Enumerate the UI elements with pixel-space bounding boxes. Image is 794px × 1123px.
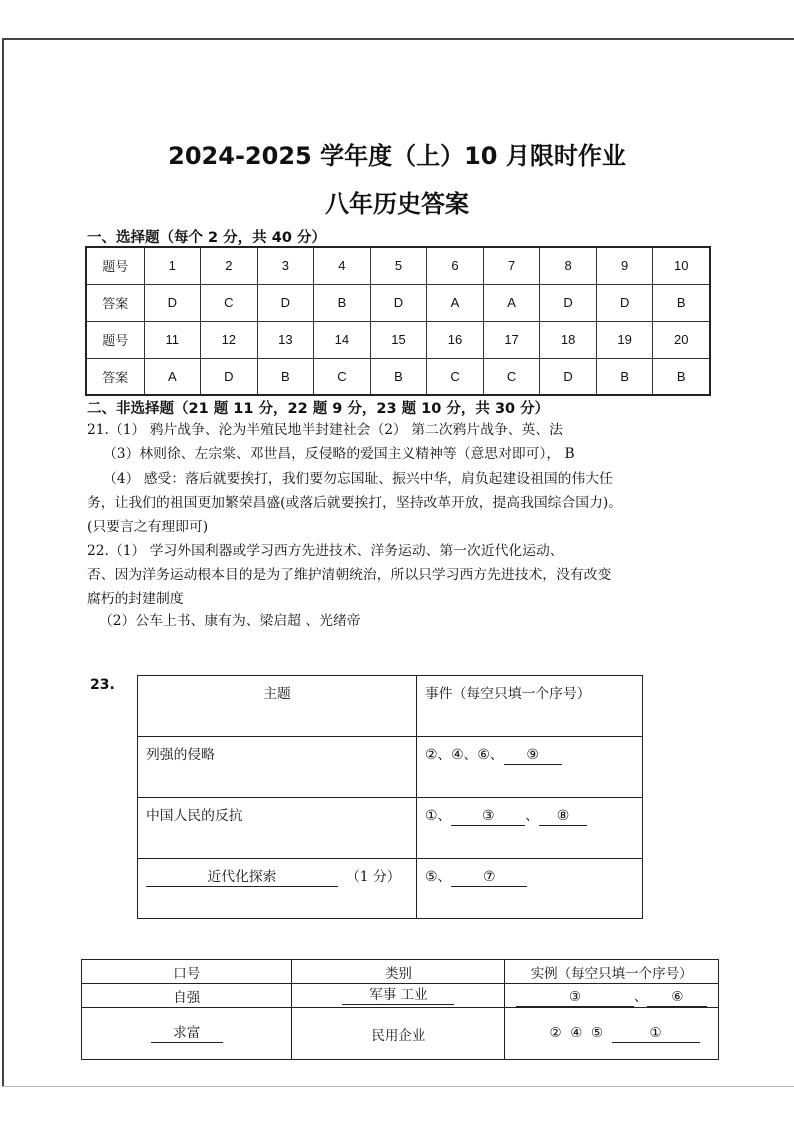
category-text: 民用企业	[371, 1027, 426, 1044]
row-label: 答案	[86, 284, 144, 321]
answer-blank: ①	[612, 1024, 700, 1043]
question-number: 5	[370, 247, 427, 284]
question-number: 8	[540, 247, 597, 284]
answer-cell: D	[540, 358, 597, 395]
q23-label: 23.	[90, 677, 115, 693]
category-cell	[292, 984, 505, 1008]
answer-blank: ⑨	[504, 746, 562, 765]
q22-line2: 否、因为洋务运动根本目的是为了维护清朝统治，所以只学习西方先进技术，没有改变	[87, 567, 612, 583]
question-number: 19	[596, 321, 653, 358]
question-number: 14	[314, 321, 371, 358]
answer-cell: B	[370, 358, 427, 395]
theme-text: 列强的侵略	[146, 747, 215, 763]
events-cell	[417, 798, 643, 859]
answer-cell: C	[314, 358, 371, 395]
answer-cell: A	[144, 358, 201, 395]
header-events-text: 事件（每空只填一个序号）	[425, 686, 591, 702]
page-border-top	[2, 38, 794, 40]
header-category	[292, 960, 505, 984]
slogan-cell	[82, 984, 292, 1008]
question-number: 9	[596, 247, 653, 284]
table-row	[82, 960, 719, 984]
separator: 、	[525, 808, 539, 824]
answer-cell: B	[257, 358, 314, 395]
answer-cell: D	[370, 284, 427, 321]
question-number: 20	[653, 321, 710, 358]
question-number: 13	[257, 321, 314, 358]
question-number: 2	[201, 247, 258, 284]
examples-cell	[505, 984, 719, 1008]
answer-blank: ③	[516, 988, 634, 1007]
page-subtitle: 八年历史答案	[325, 190, 469, 218]
section2-heading: 二、非选择题（21 题 11 分，22 题 9 分，23 题 10 分，共 30 分）	[87, 401, 550, 417]
question-number: 17	[483, 321, 540, 358]
slogan-text: 自强	[173, 989, 201, 1006]
answer-cell: B	[596, 358, 653, 395]
events-prefix: ②、④、⑥、	[425, 747, 504, 763]
header-category-text: 类别	[384, 965, 412, 982]
answer-blank: ⑥	[647, 988, 707, 1007]
answer-cell: D	[257, 284, 314, 321]
q21-line4: 务，让我们的祖国更加繁荣昌盛(或落后就要挨打，坚持改革开放，提高我国综合国力)。	[87, 495, 623, 511]
question-number: 4	[314, 247, 371, 284]
score-note: （1 分）	[346, 869, 401, 885]
table-row	[86, 321, 710, 358]
table-row	[138, 676, 643, 737]
question-number: 18	[540, 321, 597, 358]
question-number: 10	[653, 247, 710, 284]
question-number: 7	[483, 247, 540, 284]
q21-line3: （4） 感受：落后就要挨打，我们要勿忘国耻、振兴中华，肩负起建设祖国的伟大任	[103, 471, 613, 487]
table-row	[86, 247, 710, 284]
slogan-blank: 求富	[151, 1024, 223, 1043]
answer-cell: B	[653, 358, 710, 395]
events-cell	[417, 737, 643, 798]
q22-line3: 腐朽的封建制度	[87, 591, 184, 607]
header-theme	[138, 676, 417, 737]
question-number: 16	[427, 321, 484, 358]
theme-blank: 近代化探索	[146, 868, 338, 887]
question-number: 15	[370, 321, 427, 358]
events-prefix: ①、	[425, 808, 452, 824]
events-cell	[417, 859, 643, 919]
q21-line2: （3）林则徐、左宗棠、邓世昌，反侵略的爱国主义精神等（意思对即可）， B	[103, 446, 575, 462]
row-label: 答案	[86, 358, 144, 395]
q23-table	[137, 675, 643, 919]
section1-heading: 一、选择题（每个 2 分，共 40 分）	[87, 230, 326, 246]
answer-blank: ③	[451, 807, 525, 826]
q21-line5: (只要言之有理即可)	[87, 519, 209, 535]
separator: 、	[633, 988, 648, 1005]
header-slogan	[82, 960, 292, 984]
header-examples	[505, 960, 719, 984]
header-examples-text: 实例（每空只填一个序号）	[530, 965, 693, 982]
table-row	[138, 859, 643, 919]
row-label: 题号	[86, 247, 144, 284]
theme-cell	[138, 859, 417, 919]
theme-text: 中国人民的反抗	[146, 808, 243, 824]
table-row	[86, 284, 710, 321]
answer-cell: A	[483, 284, 540, 321]
examples-cell	[505, 1008, 719, 1060]
question-number: 1	[144, 247, 201, 284]
table-row	[138, 737, 643, 798]
answer-blank: ⑦	[451, 868, 527, 887]
page-title: 2024-2025 学年度（上）10 月限时作业	[168, 142, 626, 170]
answer-cell: D	[540, 284, 597, 321]
q22-line1: 22.（1） 学习外国利器或学习西方先进技术、洋务运动、第一次近代化运动、	[87, 543, 564, 559]
examples-fixed: ② ④ ⑤	[549, 1025, 604, 1041]
question-number: 11	[144, 321, 201, 358]
answer-cell: C	[483, 358, 540, 395]
table-row	[82, 1008, 719, 1060]
slogan-cell	[82, 1008, 292, 1060]
header-events	[417, 676, 643, 737]
header-slogan-text: 口号	[173, 965, 201, 982]
answer-cell: C	[427, 358, 484, 395]
answer-cell: C	[201, 284, 258, 321]
question-number: 3	[257, 247, 314, 284]
q22-line4: （2）公车上书、康有为、梁启超 、光绪帝	[99, 613, 361, 629]
answer-cell: D	[144, 284, 201, 321]
table-row	[138, 798, 643, 859]
answer-cell: B	[314, 284, 371, 321]
question-number: 12	[201, 321, 258, 358]
category-cell	[292, 1008, 505, 1060]
answer-cell: D	[596, 284, 653, 321]
answer-cell: B	[653, 284, 710, 321]
events-prefix: ⑤、	[425, 869, 452, 885]
row-label: 题号	[86, 321, 144, 358]
table-row	[82, 984, 719, 1008]
answer-table	[85, 246, 711, 396]
q21-line1: 21.（1） 鸦片战争、沦为半殖民地半封建社会（2） 第二次鸦片战争、英、法	[87, 422, 563, 438]
page-border-bottom	[2, 1086, 794, 1087]
slogan-table	[81, 959, 719, 1060]
header-theme-text: 主题	[263, 686, 291, 702]
theme-cell	[138, 798, 417, 859]
answer-cell: A	[427, 284, 484, 321]
theme-cell	[138, 737, 417, 798]
category-blank: 军事 工业	[342, 986, 454, 1005]
table-row	[86, 358, 710, 395]
question-number: 6	[427, 247, 484, 284]
answer-blank: ⑧	[539, 807, 587, 826]
answer-cell: D	[201, 358, 258, 395]
